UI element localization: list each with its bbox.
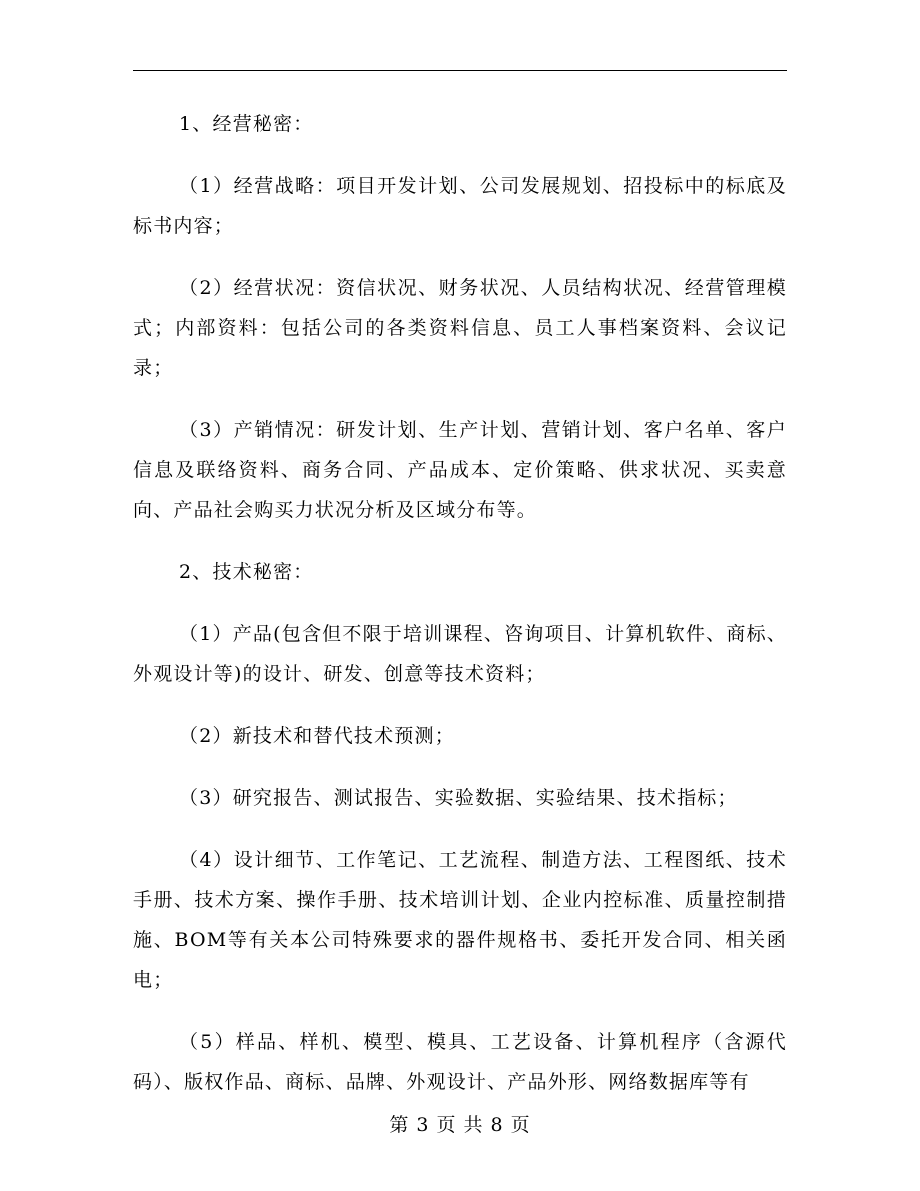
paragraph-production-sales: （3）产销情况：研发计划、生产计划、营销计划、客户名单、客户信息及联络资料、商务合同、产品成本、定价策略、供求状况、买卖意向、产品社会购买力状况分析及区域分布等。 [133,419,787,521]
paragraph-business-strategy: （1）经营战略：项目开发计划、公司发展规划、招投标中的标底及标书内容； [133,175,787,237]
section-heading-business-secrets: 1、经营秘密： [179,113,314,135]
paragraph-business-status: （2）经营状况：资信状况、财务状况、人员结构状况、经营管理模式；内部资料：包括公司的各类资料信息、员工人事档案资料、会议记录； [133,277,787,379]
page-footer [0,1110,920,1137]
paragraph-samples: （5）样品、样机、模型、模具、工艺设备、计算机程序（含源代码）、版权作品、商标、品牌、外观设计、产品外形、网络数据库等有 [133,1031,787,1093]
paragraph-design-details: （4）设计细节、工作笔记、工艺流程、制造方法、工程图纸、技术手册、技术方案、操作手册、技术培训计划、企业内控标准、质量控制措施、BOM等有关本公司特殊要求的器件规格书、委托开发合同、相关函电； [133,849,787,991]
section-heading-technical-secrets: 2、技术秘密： [179,561,314,583]
header-rule [133,70,787,71]
paragraph-research-reports: （3）研究报告、测试报告、实验数据、实验结果、技术指标； [179,787,738,809]
page-number: 第 3 页 共 8 页 [389,1114,531,1136]
document-body [133,104,787,1102]
paragraph-new-technology: （2）新技术和替代技术预测； [179,725,455,747]
paragraph-product-design: （1）产品(包含但不限于培训课程、咨询项目、计算机软件、商标、外观设计等)的设计、研发、创意等技术资料； [133,623,787,685]
